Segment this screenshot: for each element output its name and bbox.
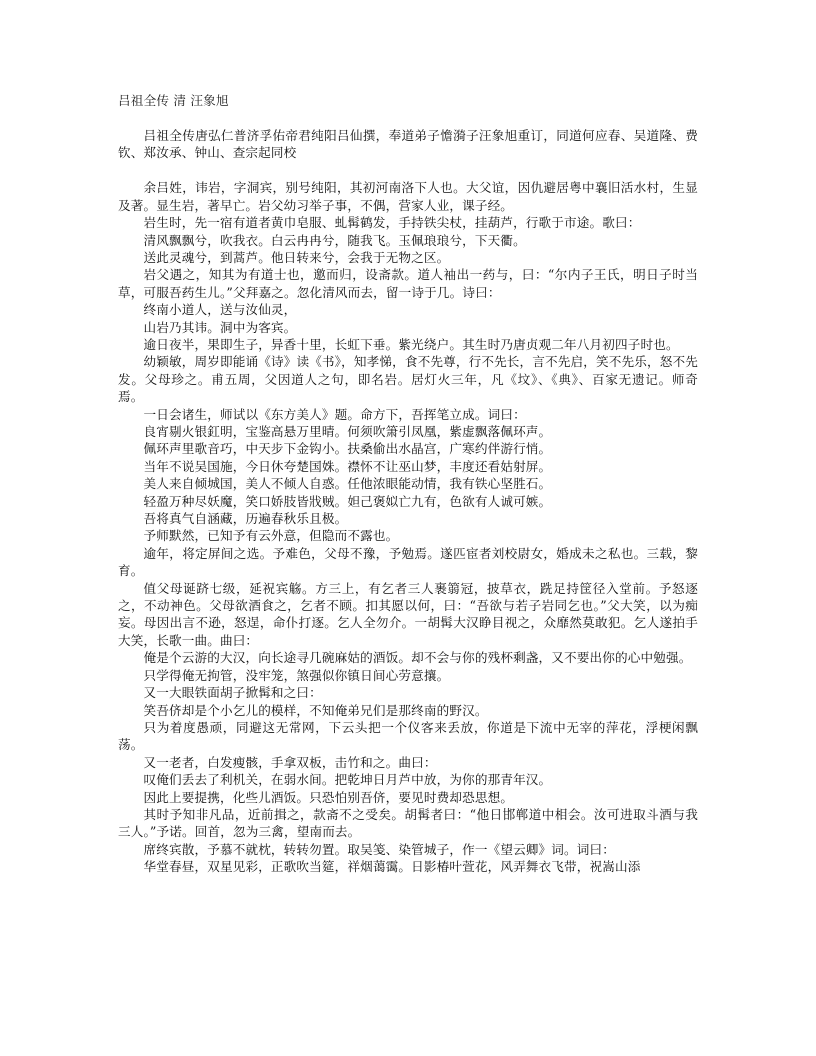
document-title: 吕祖全传 清 汪象旭 [118,93,229,108]
verse-ci-1: 良宵剔火银釭明，宝鉴高悬万里晴。何须吹箫引凤凰，紫虚飘落佩环声。 [143,424,552,439]
paragraph-exam: 一日会诸生，师试以《东方美人》题。命方下，吾挥笔立成。词曰： [143,406,526,422]
verse-ci-2: 佩环声里歌音巧，中天步下金钩小。扶桑偷出水晶宫，广寒约伴游行悄。 [143,441,552,457]
paragraph-after-feast: 席终宾散，予慕不就枕，转转勿置。取吴笺、染管城子，作一《望云卿》词。词曰： [143,841,616,857]
verse-beggar3-song-2: 因此上要提携，化些儿酒饭。只恐怕别吾侪，要见时费却恐思想。 [143,789,514,805]
paragraph-origin: 余吕姓，讳岩，字洞宾，别号纯阳，其初河南洛下人也。大父谊，因仇避居粤中襄旧活水村，生显及著。显生岩，著早亡。岩父幼习举子事，不偶，营家人业，课子经。 [118,180,698,213]
paragraph-marriage: 逾年，将定屏间之选。予难色，父母不豫，予勉焉。遂匹宦者刘校尉女，婚成未之私也。三载，黎育。 [118,545,698,579]
document-body [118,92,698,876]
verse-final-ci: 华堂春昼，双星见彩，正歌吹当筵，祥烟蔼霭。日影椿叶萱花，风弄舞衣飞带，祝嵩山添 [143,859,641,875]
verse-ci-5: 轻盈万种尽妖魔，笑口娇肢皆戕贼。妲己褒姒亡九有，色欲有人诚可嫉。 [143,493,552,509]
title-spacer [118,110,698,128]
paragraph-birth-omen: 岩生时，先一宿有道者黄巾皂服、虬髯鹤发，手持铁尖杖，挂葫芦，行歌于市途。歌曰： [143,215,641,231]
paragraph-birth: 逾日夜半，果即生子，异香十里，长虹下垂。紫光绕户。其生时乃唐贞观二年八月初四子时也。 [143,336,679,352]
verse-song-2: 送此灵魂兮，到蒿芦。他日转来兮，会我于无物之区。 [143,249,450,265]
verse-poem-1b: 山岩乃其讳。洞中为客宾。 [143,319,297,335]
verse-ci-4: 美人来自倾城国，美人不倾人自惑。任他浓眼能动情，我有铁心坚胜石。 [143,476,552,492]
verse-beggar2-song-2: 只为着度愚顽，同避这无常网，下云头把一个仪客来丢放，你道是下流中无宰的萍花，浮梗闲飘荡。 [118,719,698,753]
verse-ci-6: 吾将真气自涵藏，历遍春秋乐且极。 [143,511,348,527]
verse-beggar-song-2: 只学得俺无拘管，没牢笼，煞强似你镇日间心劳意攘。 [143,667,450,683]
verse-song-1: 清风飘飘兮，吹我衣。白云冉冉兮，随我飞。玉佩琅琅兮，下天衢。 [143,232,526,248]
verse-ci-3: 当年不说吴国施，今日休夸楚国姝。襟怀不让巫山梦，丰度还看姑射屏。 [143,458,552,474]
paragraph-teacher: 予师默然，已知予有云外意，但隐而不露也。 [143,528,399,544]
verse-poem-1a: 终南小道人，送与汝仙灵， [143,302,297,318]
verse-beggar2-song-1: 笑吾侪却是个小乞儿的模样，不知俺弟兄们是那终南的野汉。 [143,702,488,718]
section-spacer-1 [118,162,698,180]
verse-beggar-song-1: 俺是个云游的大汉，向长途寻几碗麻姑的酒饭。却不会与你的残杯剩盏，又不要出你的心中勉强。 [143,650,692,666]
paragraph-third-beggar: 又一老者，白发瘦骸，手拿双板，击竹和之。曲曰： [143,754,437,770]
paragraph-birthday-feast: 值父母诞跻七级，延祝宾觞。方三上，有乞者三人裹篛冠，披草衣，跣足持筐径入堂前。予怒逐之，不动神色。父母欲酒食之，乞者不顾。扣其愿以何，曰：“吾欲与若子岩同乞也。”父大笑，以为痴妄。母因出言不逊，怒逞，命仆打逐。乞人全勿介。一胡髯大汉睁目视之，众靡然莫敢犯。乞人遂拍手大笑，长歌一曲。曲曰： [118,580,698,648]
paragraph-childhood: 幼颖敏，周岁即能诵《诗》读《书》，知孝悌，食不先尊，行不先长，言不先启，笑不先乐，怒不先发。父母珍之。甫五周，父因道人之句，即名岩。居灯火三年，凡《坟》、《典》、百家无遗记。师奇焉。 [118,354,698,405]
verse-beggar3-song-1: 叹俺们丢去了利机关，在弱水间。把乾坤日月芦中放，为你的那青年汉。 [143,772,552,788]
paragraph-father-meets: 岩父遇之，知其为有道士也，邀而归，设斋款。道人袖出一药与，曰：“尔内子王氏，明日子时当草，可服吾药生儿。”父拜嘉之。忽化清风而去，留一诗于几。诗曰： [118,267,698,300]
paragraph-realization: 其时予知非凡品，近前揖之，款斋不之受矣。胡髯者曰：“他日邯郸道中相会。汝可进取斗酒与我三人。”予诺。回首，忽为三禽，望南而去。 [118,806,698,840]
paragraph-attribution: 吕祖全传唐弘仁普济孚佑帝君纯阳吕仙撰，奉道弟子憺漪子汪象旭重订，同道何应春、吴道隆、费钦、郑汝承、钟山、查宗起同校 [118,128,698,161]
paragraph-second-beggar: 又一大眼铁面胡子掀髯和之曰： [143,685,322,701]
